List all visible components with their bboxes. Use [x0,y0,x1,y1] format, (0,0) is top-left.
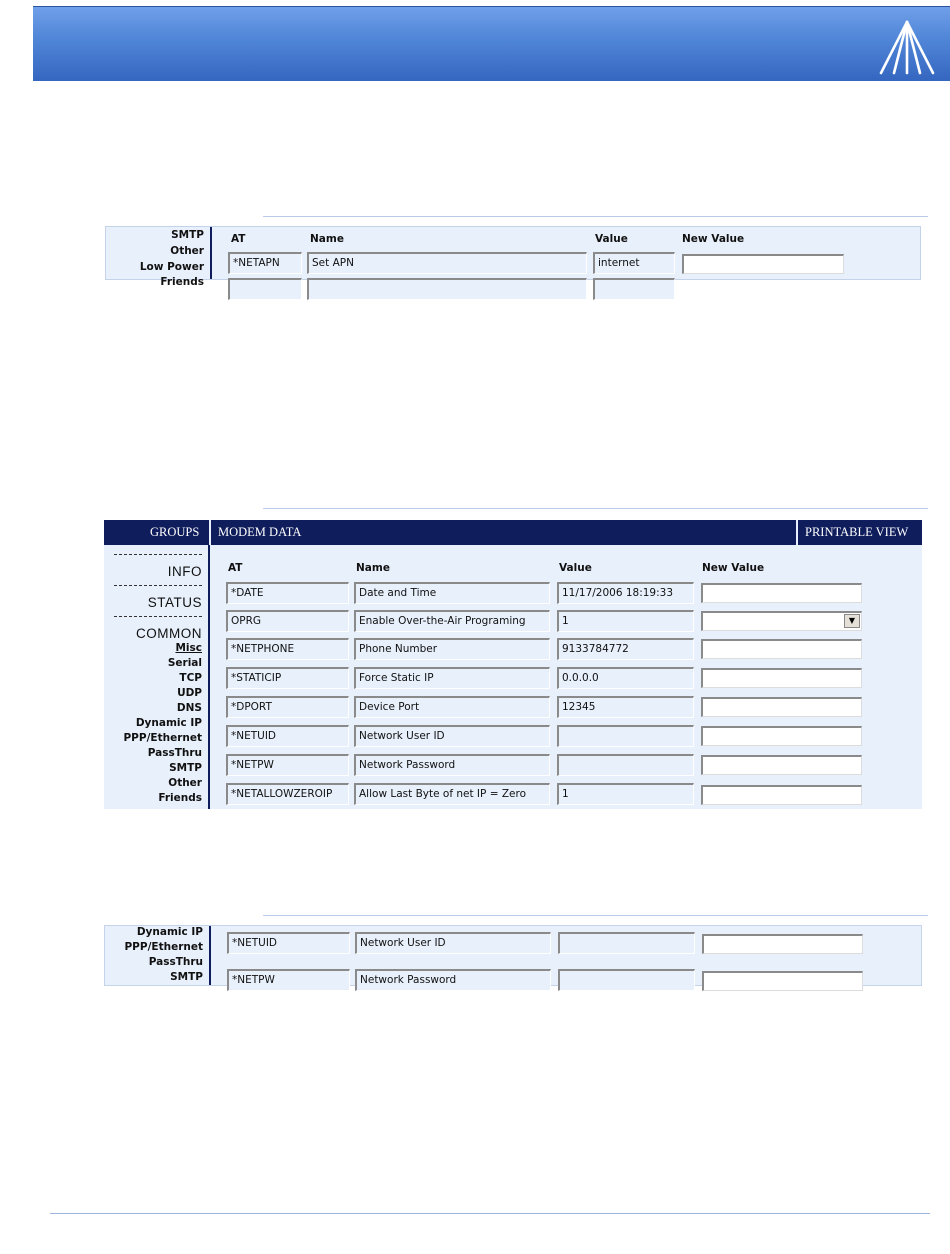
at-cell: *NETPHONE [226,638,349,660]
col-header-at: AT [231,233,246,245]
col-header-name: Name [310,233,344,245]
sidebar-item-smtp[interactable]: SMTP [171,229,204,241]
at-cell: *NETALLOWZEROIP [226,783,349,805]
figure-3-panel [104,925,922,986]
new-value-input[interactable] [701,697,862,717]
modem-data-title: MODEM DATA [218,525,302,539]
sidebar-item-serial[interactable]: Serial [167,657,202,669]
sidebar [106,227,212,288]
value-cell: internet [593,252,675,274]
figure-rule [263,216,928,217]
name-cell: Date and Time [354,582,550,604]
new-value-input[interactable] [701,639,862,659]
name-cell: Device Port [354,696,550,718]
new-value-select[interactable] [701,611,862,631]
sidebar [105,926,211,985]
col-header-value: Value [559,562,592,574]
value-cell [593,278,675,300]
at-cell: *NETPW [226,754,349,776]
name-cell: Enable Over-the-Air Programing [354,610,550,632]
value-cell [557,754,694,776]
sidebar-item-passthru[interactable]: PassThru [148,956,203,968]
at-cell: *DATE [226,582,349,604]
name-cell [307,278,587,300]
sidebar-item-other[interactable]: Other [168,777,202,789]
header-banner [33,6,950,81]
footer-rule [50,1213,930,1214]
col-header-new-value: New Value [682,233,745,245]
value-cell: 9133784772 [557,638,694,660]
sidebar-item-ppp-ethernet[interactable]: PPP/Ethernet [123,732,202,744]
new-value-input[interactable] [701,726,862,746]
printable-view-link[interactable]: PRINTABLE VIEW [805,525,909,539]
name-cell: Network User ID [354,725,550,747]
col-header-at: AT [228,562,243,574]
sidebar-item-low-power[interactable]: Low Power [139,261,204,273]
sidebar-item-dns[interactable]: DNS [176,702,202,714]
value-cell: 11/17/2006 18:19:33 [557,582,694,604]
name-cell: Network User ID [355,932,551,954]
sidebar-item-dynamic-ip[interactable]: Dynamic IP [136,926,203,938]
new-value-input[interactable] [702,934,863,954]
sidebar [104,545,210,809]
sidebar-group-status[interactable]: STATUS [147,595,202,610]
col-header-new-value: New Value [702,562,765,574]
sidebar-item-ppp-ethernet[interactable]: PPP/Ethernet [124,941,203,953]
value-cell [558,969,695,991]
name-cell: Force Static IP [354,667,550,689]
value-cell: 12345 [557,696,694,718]
figure-1-panel [105,226,921,288]
sidebar-group-common[interactable]: COMMON [136,626,202,641]
value-cell [557,725,694,747]
sidebar-divider [114,585,202,586]
sidebar-item-misc[interactable]: Misc [175,642,202,654]
figure-rule [263,508,928,509]
triangle-logo-icon [878,19,936,77]
new-value-input[interactable] [702,971,863,991]
title-separator [796,520,798,545]
at-cell: *DPORT [226,696,349,718]
figure-rule [263,915,928,916]
title-bar [104,520,922,545]
sidebar-item-other[interactable]: Other [170,245,204,257]
col-header-name: Name [356,562,390,574]
groups-title: GROUPS [150,525,200,539]
sidebar-item-friends[interactable]: Friends [160,276,204,288]
sidebar-divider [114,554,202,555]
name-cell: Phone Number [354,638,550,660]
new-value-input[interactable] [701,668,862,688]
at-cell: *NETPW [227,969,350,991]
name-cell: Network Password [354,754,550,776]
at-cell: OPRG [226,610,349,632]
name-cell: Network Password [355,969,551,991]
chevron-down-icon[interactable]: ▼ [844,614,860,628]
title-separator [209,520,211,545]
at-cell: *NETUID [227,932,350,954]
value-cell: 1 [557,610,694,632]
value-cell: 0.0.0.0 [557,667,694,689]
sidebar-item-friends[interactable]: Friends [158,792,202,804]
new-value-input[interactable] [701,583,862,603]
at-cell: *NETAPN [228,252,302,274]
sidebar-item-tcp[interactable]: TCP [179,672,202,684]
sidebar-item-smtp[interactable]: SMTP [170,971,203,983]
new-value-input[interactable] [701,785,862,805]
name-cell: Set APN [307,252,587,274]
sidebar-item-passthru[interactable]: PassThru [147,747,202,759]
at-cell: *STATICIP [226,667,349,689]
at-cell [228,278,302,300]
sidebar-item-smtp[interactable]: SMTP [169,762,202,774]
name-cell: Allow Last Byte of net IP = Zero [354,783,550,805]
figure-2-panel [104,520,922,809]
new-value-input[interactable] [682,254,844,274]
col-header-value: Value [595,233,628,245]
value-cell: 1 [557,783,694,805]
at-cell: *NETUID [226,725,349,747]
new-value-input[interactable] [701,755,862,775]
sidebar-item-udp[interactable]: UDP [177,687,202,699]
sidebar-item-dynamic-ip[interactable]: Dynamic IP [135,717,202,729]
sidebar-divider [114,616,202,617]
sidebar-group-info[interactable]: INFO [167,564,202,579]
value-cell [558,932,695,954]
